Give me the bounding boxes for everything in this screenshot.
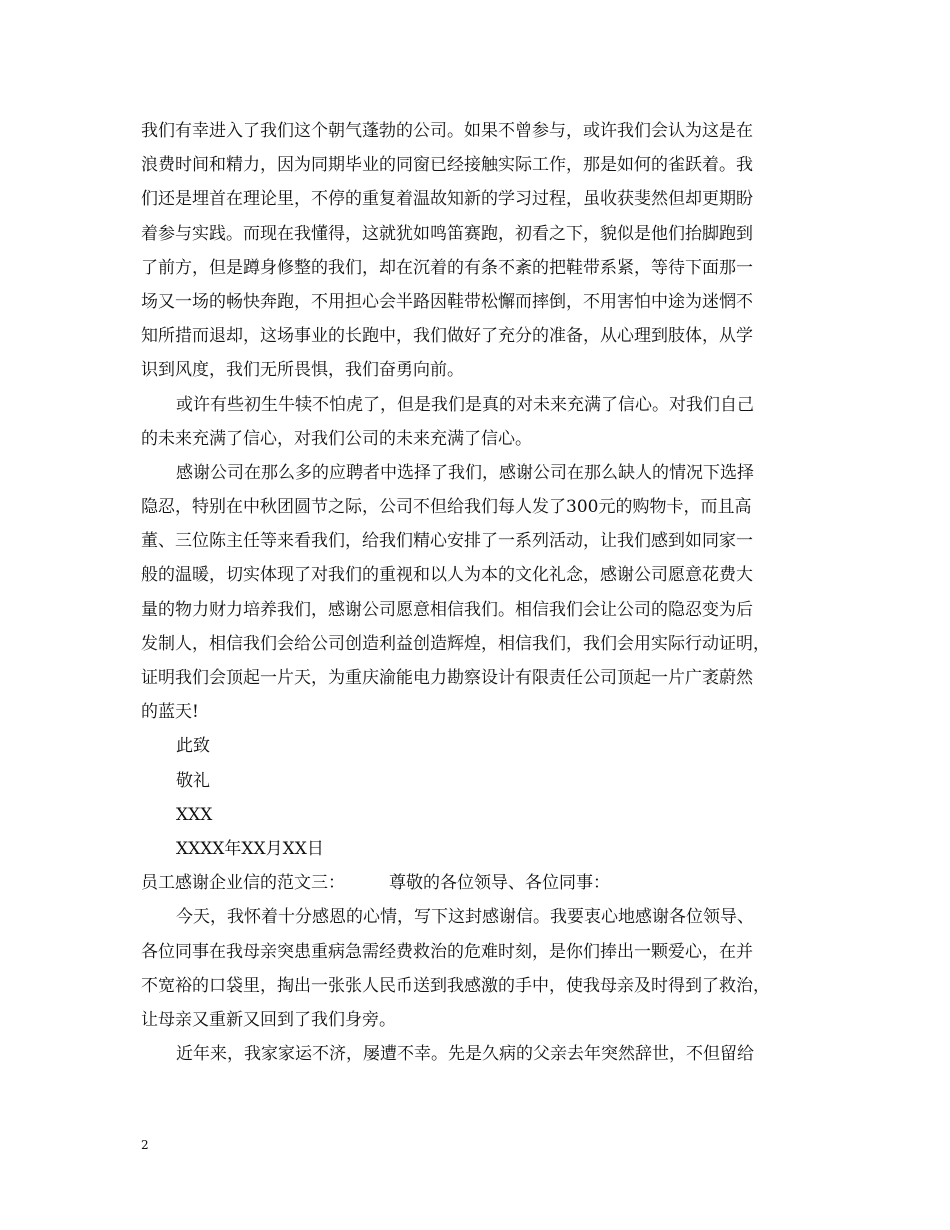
text-line: 我们有幸进入了我们这个朝气蓬勃的公司。如果不曾参与，或许我们会认为这是在 [141,121,753,141]
text-line: 发制人，相信我们会给公司创造利益创造辉煌，相信我们，我们会用实际行动证明， [141,633,770,654]
text-line: 着参与实践。而现在我懂得，这就犹如鸣笛赛跑，初看之下，貌似是他们抬脚跑到 [141,223,753,244]
text-line: 的未来充满了信心，对我们公司的未来充满了信心。 [141,428,532,449]
section-heading: 员工感谢企业信的范文三： [141,873,345,894]
text-line: 知所措而退却，这场事业的长跑中，我们做好了充分的准备，从心理到肢体，从学 [141,326,753,347]
text-line: 了前方，但是蹲身修整的我们，却在沉着的有条不紊的把鞋带系紧，等待下面那一 [141,257,753,278]
text-line: 证明我们会顶起一片天，为重庆渝能电力勘察设计有限责任公司顶起一片广袤蔚然 [141,668,753,688]
paragraph-start-line: 感谢公司在那么多的应聘者中选择了我们，感谢公司在那么缺人的情况下选择 [176,462,754,483]
text-line: 识到风度，我们无所畏惧，我们奋勇向前。 [141,360,464,381]
section-heading-line [141,866,813,900]
text-line: 般的温暖，切实体现了对我们的重视和以人为本的文化礼念，感谢公司愿意花费大 [141,565,753,586]
text-line: 隐忍，特别在中秋团圆节之际，公司不但给我们每人发了300元的购物卡，而且高 [141,497,752,518]
text-line: 浪费时间和精力，因为同期毕业的同窗已经接触实际工作，那是如何的雀跃着。我 [141,155,753,176]
closing-line: 敬礼 [176,770,210,791]
closing-line: 此致 [176,736,210,757]
signature-line: XXX [176,804,213,825]
salutation: 尊敬的各位领导、各位同事： [389,873,610,894]
text-line: 不宽裕的口袋里，掏出一张张人民币送到我感激的手中，使我母亲及时得到了救治， [141,975,770,996]
paragraph-start-line: 今天，我怀着十分感恩的心情，写下这封感谢信。我要衷心地感谢各位领导、 [176,907,754,928]
paragraph-start-line: 近年来，我家家运不济，屡遭不幸。先是久病的父亲去年突然辞世，不但留给 [176,1044,754,1065]
text-line: 们还是埋首在理论里，不停的重复着温故知新的学习过程，虽收获斐然但却更期盼 [141,189,753,210]
text-line: 董、三位陈主任等来看我们，给我们精心安排了一系列活动，让我们感到如同家一 [141,531,753,552]
text-line: 让母亲又重新又回到了我们身旁。 [141,1009,396,1030]
page-number: 2 [141,1138,149,1152]
text-line: 场又一场的畅快奔跑，不用担心会半路因鞋带松懈而摔倒，不用害怕中途为迷惘不 [141,291,753,312]
date-line: XXXX年XX月XX日 [176,838,324,859]
text-line: 的蓝天! [141,702,199,723]
text-line: 量的物力财力培养我们，感谢公司愿意相信我们。相信我们会让公司的隐忍变为后 [141,599,753,620]
paragraph-start-line: 或许有些初生牛犊不怕虎了，但是我们是真的对未来充满了信心。对我们自己 [176,394,754,415]
text-line: 各位同事在我母亲突患重病急需经费救治的危难时刻，是你们捧出一颗爱心，在并 [141,941,753,962]
letter-body [141,114,813,1071]
